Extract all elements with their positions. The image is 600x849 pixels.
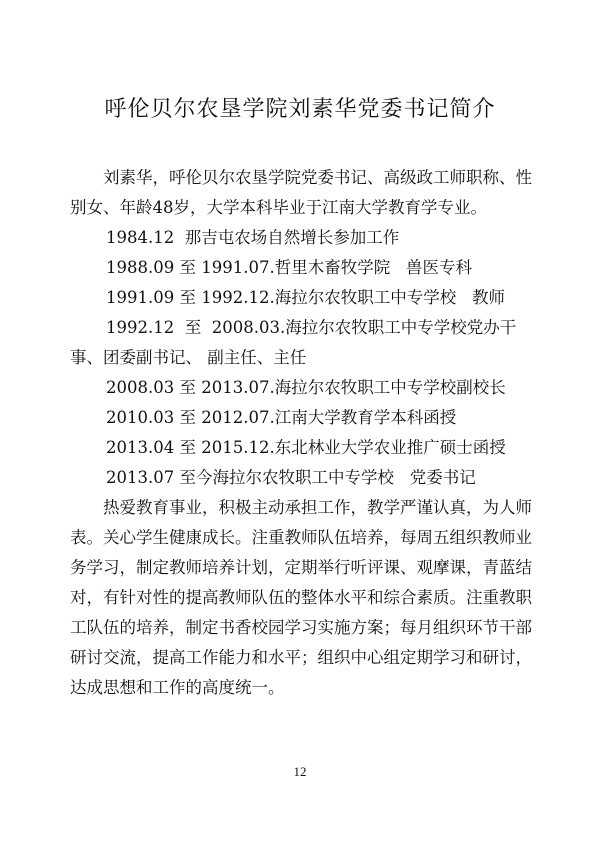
timeline-entry — [70, 463, 532, 493]
timeline-date: 1991.09 至 1992.12. — [106, 288, 275, 307]
timeline-entry — [70, 253, 532, 283]
timeline-date: 2013.07 至今 — [106, 468, 213, 487]
page-number: 12 — [293, 764, 307, 779]
closing-paragraph: 热爱教育事业，积极主动承担工作，教学严谨认真，为人师表。关心学生健康成长。注重教师队伍培养，每周五组织教师业务学习，制定教师培养计划，定期举行听评课、观摩课，青蓝结对，有针对性的提高教师队伍的整体水平和综合素质。注重教职工队伍的培养，制定书香校园学习实施方案；每月组织环节干部研讨交流，提高工作能力和水平；组织中心组定期学习和研讨，达成思想和工作的高度统一。 — [70, 498, 532, 697]
timeline-date: 1988.09 至 1991.07. — [106, 258, 275, 277]
intro-paragraph: 刘素华，呼伦贝尔农垦学院党委书记、高级政工师职称、性别女、年龄48岁，大学本科毕业于江南大学教育学专业。 — [70, 168, 532, 217]
timeline-text: 海拉尔农牧职工中专学校党办干事、团委副书记、 副主任、主任 — [70, 318, 517, 367]
timeline-text: 哲里木畜牧学院 兽医专科 — [274, 258, 472, 277]
timeline-separator — [174, 228, 185, 247]
timeline-entry — [70, 283, 532, 313]
timeline-date: 2013.04 至 2015.12. — [106, 438, 275, 457]
timeline-entry — [70, 373, 532, 403]
timeline-entry — [70, 223, 532, 253]
timeline-text: 那吉屯农场自然增长参加工作 — [184, 228, 400, 247]
document-body — [70, 163, 532, 703]
timeline-date: 2008.03 至 2013.07. — [106, 378, 275, 397]
timeline-entry — [70, 313, 532, 373]
timeline-text: 海拉尔农牧职工中专学校副校长 — [274, 378, 506, 397]
timeline-date: 1984.12 — [106, 228, 175, 247]
timeline-entry — [70, 403, 532, 433]
timeline-text: 海拉尔农牧职工中专学校 教师 — [274, 288, 505, 307]
timeline-entry — [70, 433, 532, 463]
timeline-text: 江南大学教育学本科函授 — [274, 408, 457, 427]
timeline-text: 东北林业大学农业推广硕士函授 — [274, 438, 506, 457]
document-title: 呼伦贝尔农垦学院刘素华党委书记简介 — [104, 97, 496, 122]
timeline-date: 1992.12 至 2008.03. — [106, 318, 286, 337]
timeline-text: 海拉尔农牧职工中专学校 党委书记 — [212, 468, 476, 487]
timeline-date: 2010.03 至 2012.07. — [106, 408, 275, 427]
